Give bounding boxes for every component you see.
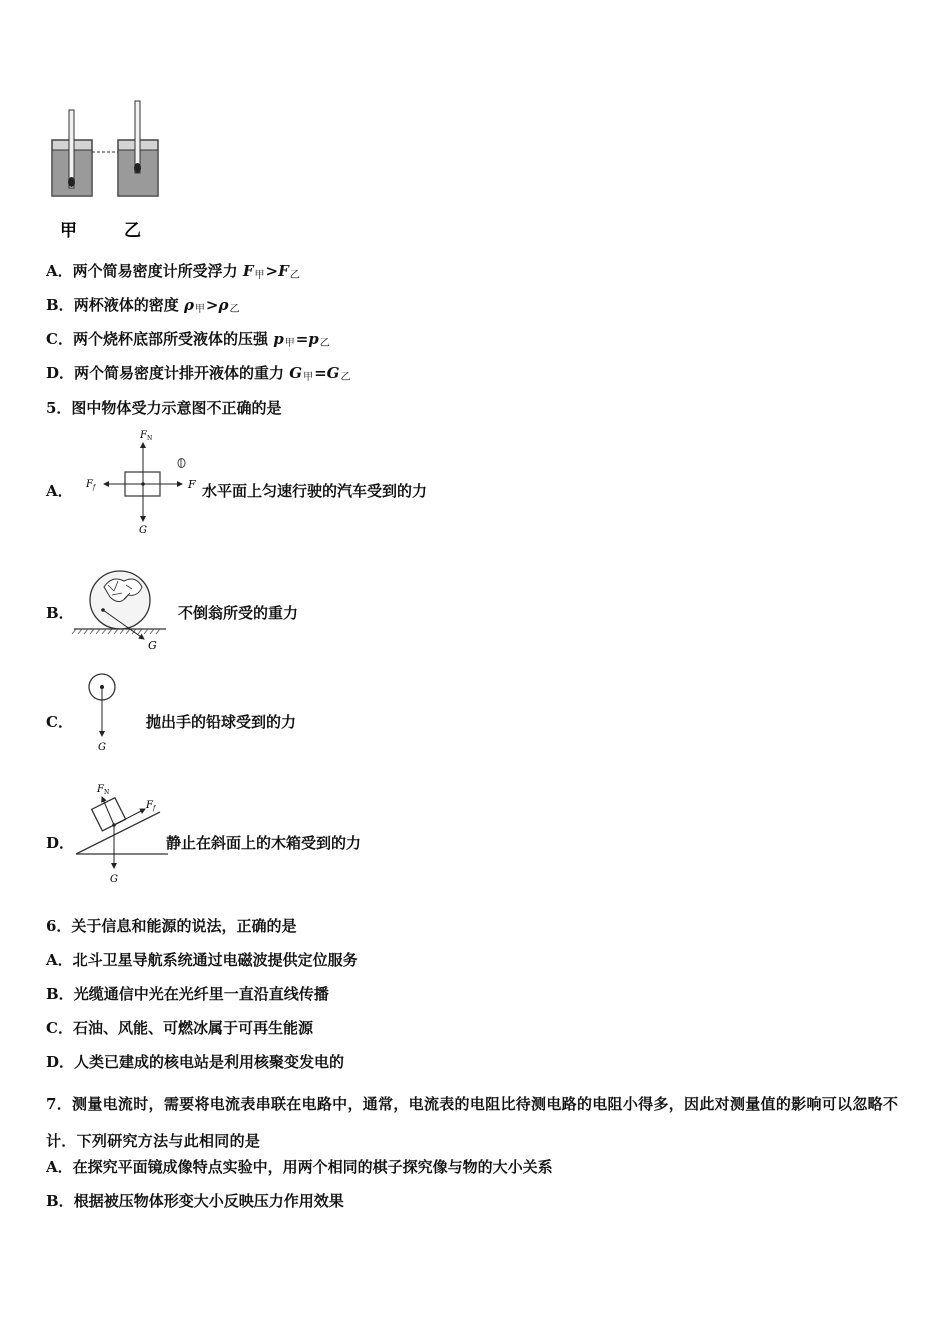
- q7-option-a: A．在探究平面镜成像特点实验中，用两个相同的棋子探究像与物的大小关系: [46, 1158, 553, 1176]
- q4-option-c: C．两个烧杯底部所受液体的压强 $p_甲=p_乙$: [46, 330, 330, 349]
- svg-text:F: F: [97, 784, 104, 795]
- density-meter-right: [135, 101, 140, 173]
- q5-option-d-letter: D．: [46, 834, 75, 852]
- label-jia: 甲: [60, 221, 77, 241]
- svg-text:F: F: [140, 430, 147, 441]
- q5-stem: 5．图中物体受力示意图不正确的是: [46, 399, 282, 417]
- svg-text:G: G: [139, 525, 147, 536]
- q7-stem: 7．测量电流时，需要将电流表串联在电路中，通常，电流表的电阻比待测电路的电阻小得多，因此对测量值的影响可以忽略不计．下列研究方法与此相同的是: [46, 1095, 899, 1150]
- svg-text:f: f: [153, 805, 156, 812]
- q5-option-c-letter: C．: [46, 713, 73, 731]
- wooden-box: [92, 798, 126, 831]
- q5-option-a-letter: A．: [46, 482, 73, 500]
- q5-option-c-text: 抛出手的铅球受到的力: [146, 713, 297, 731]
- q5-c-shotput-diagram: [82, 670, 132, 755]
- q5-b-tumbler-diagram: [70, 565, 180, 655]
- svg-text:F: F: [86, 479, 93, 490]
- q5-d-incline-box-diagram: [72, 778, 172, 888]
- q6-option-a: A．北斗卫星导航系统通过电磁波提供定位服务: [46, 951, 358, 969]
- q5-a-car-force-diagram: [80, 425, 205, 540]
- q5-option-b-text: 不倒翁所受的重力: [178, 604, 299, 622]
- svg-text:G: G: [148, 639, 157, 652]
- svg-text:G: G: [110, 874, 118, 885]
- q6-option-d: D．人类已建成的核电站是利用核聚变发电的: [46, 1053, 345, 1071]
- q5-option-b-letter: B．: [46, 604, 74, 622]
- label-yi: 乙: [124, 221, 141, 241]
- q4-beakers-figure: [44, 98, 174, 243]
- density-meter-right-bulb: [134, 163, 141, 173]
- svg-text:F: F: [146, 800, 153, 811]
- q5-option-d-text: 静止在斜面上的木箱受到的力: [166, 834, 362, 852]
- q6-stem: 6．关于信息和能源的说法，正确的是: [46, 917, 297, 935]
- svg-text:G: G: [98, 742, 106, 753]
- q5-option-a-text: 水平面上匀速行驶的汽车受到的力: [202, 482, 428, 500]
- q4-option-d: D．两个简易密度计排开液体的重力 $G_甲=G_乙$: [46, 364, 351, 383]
- density-meter-left: [69, 110, 74, 188]
- q6-option-c: C．石油、风能、可燃冰属于可再生能源: [46, 1019, 313, 1037]
- svg-text:f: f: [93, 484, 96, 491]
- motion-icon: [178, 459, 185, 469]
- q4-option-b: B．两杯液体的密度 $\rho_甲>\rho_乙$: [46, 296, 240, 315]
- q4-option-a: A．两个简易密度计所受浮力 $F_甲>F_乙$: [46, 262, 300, 281]
- svg-text:N: N: [147, 435, 153, 442]
- svg-text:F: F: [188, 478, 196, 491]
- density-meter-left-bulb: [68, 177, 75, 187]
- q7-option-b: B．根据被压物体形变大小反映压力作用效果: [46, 1192, 344, 1210]
- q6-option-b: B．光缆通信中光在光纤里一直沿直线传播: [46, 985, 329, 1003]
- svg-text:N: N: [104, 789, 110, 796]
